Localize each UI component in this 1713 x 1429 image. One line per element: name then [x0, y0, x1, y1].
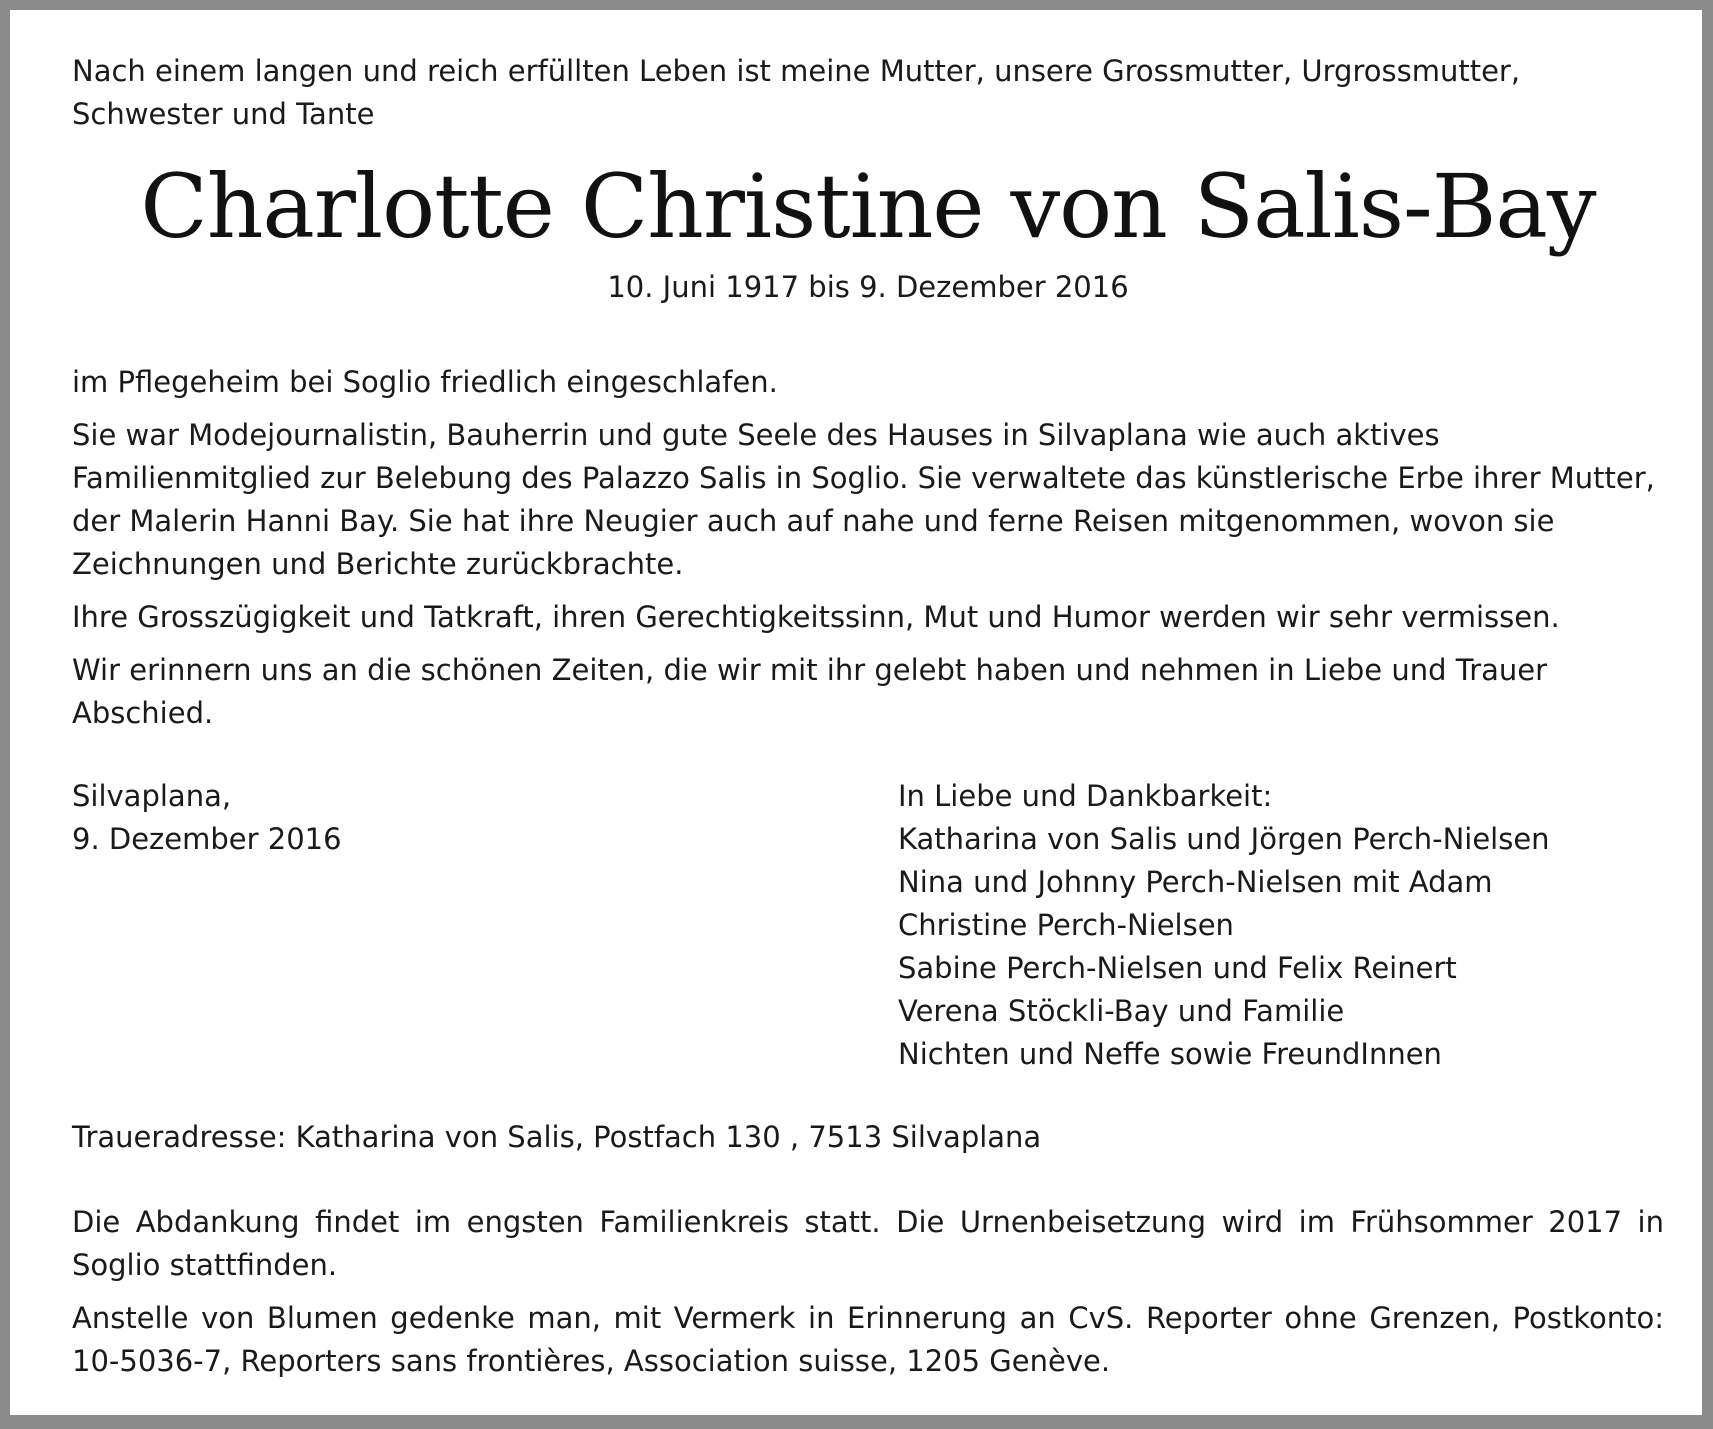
- mourner-name: Verena Stöckli-Bay und Familie: [898, 994, 1345, 1028]
- obituary-content: [72, 50, 1664, 1393]
- tribute-text: Ihre Grosszügigkeit und Tatkraft, ihren Gerechtigkeitssinn, Mut und Humor werden wir sehr vermissen.: [72, 600, 1560, 634]
- intro-text: Nach einem langen und reich erfüllten Leben ist meine Mutter, unsere Grossmutter, Urgrossmutter, Schwester und Tante: [72, 54, 1521, 131]
- life-dates: 10. Juni 1917 bis 9. Dezember 2016: [607, 270, 1129, 304]
- mourners-heading: In Liebe und Dankbarkeit:: [898, 779, 1273, 813]
- farewell-text: Wir erinnern uns an die schönen Zeiten, die wir mit ihr gelebt haben und nehmen in Liebe und Trauer Abschied.: [72, 653, 1548, 730]
- mourning-address: Traueradresse: Katharina von Salis, Postfach 130 , 7513 Silvaplana: [72, 1120, 1042, 1154]
- mourner-name: Katharina von Salis und Jörgen Perch-Nielsen: [898, 822, 1550, 856]
- mourners-list: [898, 775, 1664, 1076]
- donation-text: Anstelle von Blumen gedenke man, mit Vermerk in Erinnerung an CvS. Reporter ohne Grenzen, Postkonto: 10-5036-7, Reporters sans frontières, Association suisse, 1205 Genève.: [72, 1301, 1664, 1378]
- place-date-block: [72, 775, 898, 1076]
- signature-block: [72, 775, 1664, 1076]
- mourner-name: Nina und Johnny Perch-Nielsen mit Adam: [898, 865, 1493, 899]
- passing-text: im Pflegeheim bei Soglio friedlich eingeschlafen.: [72, 365, 778, 399]
- deceased-name: Charlotte Christine von Salis-Bay: [140, 155, 1596, 258]
- biography-text: Sie war Modejournalistin, Bauherrin und gute Seele des Hauses in Silvaplana wie auch aktives Familienmitglied zur Belebung des Palazzo Salis in Soglio. Sie verwaltete das künstlerische Erbe ihrer Mutter, der Malerin Hanni Bay. Sie hat ihre Neugier auch auf nahe und ferne Reisen mitgenommen, wovon sie Zeichnungen und Berichte zurückbrachte.: [72, 418, 1655, 581]
- mourner-name: Sabine Perch-Nielsen und Felix Reinert: [898, 951, 1457, 985]
- mourner-name: Christine Perch-Nielsen: [898, 908, 1234, 942]
- ceremony-text: Die Abdankung findet im engsten Familienkreis statt. Die Urnenbeisetzung wird im Frühsommer 2017 in Soglio stattfinden.: [72, 1205, 1664, 1282]
- place-text: Silvaplana,: [72, 779, 232, 813]
- date-text: 9. Dezember 2016: [72, 822, 342, 856]
- mourner-name: Nichten und Neffe sowie FreundInnen: [898, 1037, 1442, 1071]
